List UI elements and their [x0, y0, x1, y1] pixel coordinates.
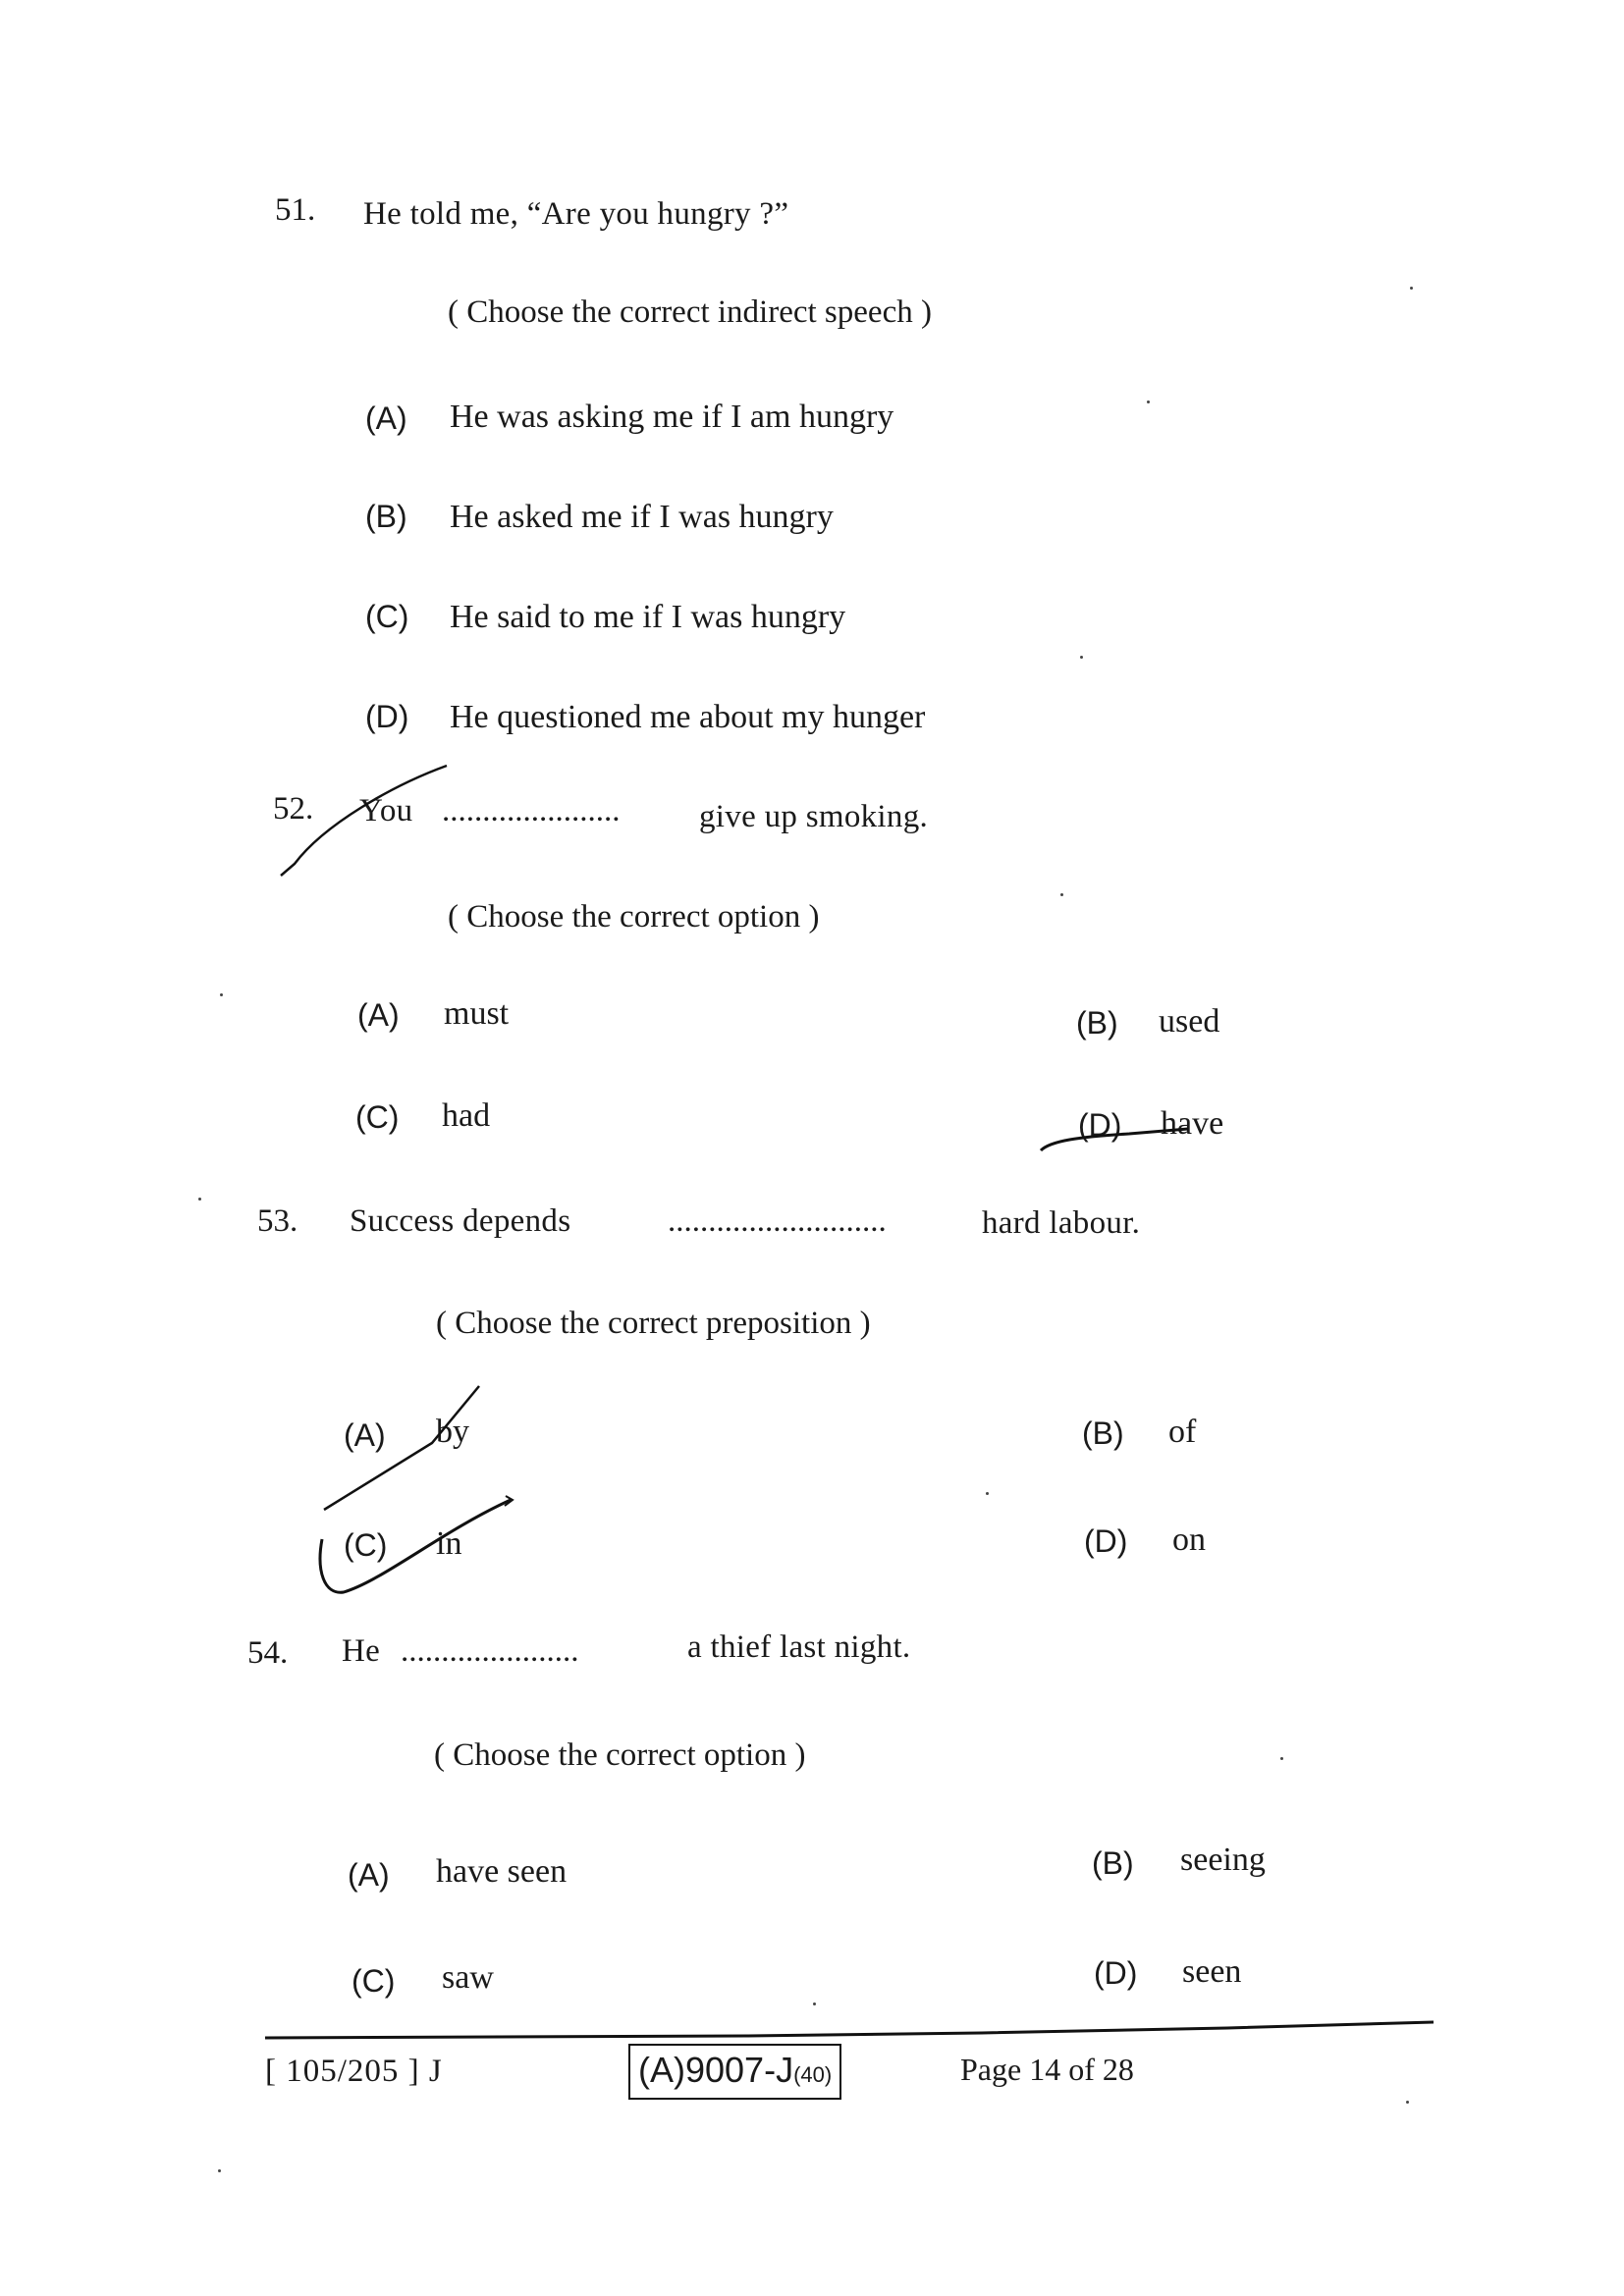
option-b-label: (B)	[1082, 1415, 1124, 1451]
scan-speck	[218, 2169, 221, 2172]
option-a-label: (A)	[365, 400, 407, 436]
scan-speck	[1280, 1757, 1283, 1760]
option-a-text: He was asking me if I am hungry	[450, 399, 894, 435]
answer-blank: ......................	[401, 1633, 579, 1669]
option-c-text: had	[442, 1097, 491, 1134]
course-code: [ 105/205 ] J	[265, 2054, 443, 2089]
question-text: He told me, “Are you hungry ?”	[363, 196, 789, 232]
option-c-text: saw	[442, 1959, 494, 1996]
page-number: Page 14 of 28	[960, 2052, 1134, 2087]
option-b-label: (B)	[1092, 1845, 1134, 1881]
answer-blank: ......................	[442, 793, 621, 828]
question-instruction: ( Choose the correct indirect speech )	[448, 294, 932, 330]
option-d-label: (D)	[365, 699, 409, 734]
option-c-label: (C)	[365, 599, 409, 634]
option-c-label: (C)	[344, 1527, 388, 1563]
scan-speck	[813, 2002, 816, 2005]
question-number: 52.	[273, 791, 314, 827]
scan-speck	[1147, 400, 1150, 403]
question-instruction: ( Choose the correct option )	[448, 899, 820, 934]
option-d-text: on	[1172, 1522, 1206, 1558]
scan-speck	[220, 993, 223, 996]
scan-speck	[1406, 2101, 1409, 2104]
question-instruction: ( Choose the correct option )	[434, 1737, 806, 1773]
option-b-label: (B)	[1076, 1005, 1118, 1041]
option-c-label: (C)	[352, 1963, 396, 1999]
question-number: 53.	[257, 1203, 298, 1239]
paper-code-suffix: (40)	[793, 2062, 833, 2087]
option-d-text: have	[1161, 1105, 1224, 1142]
option-b-text: used	[1159, 1003, 1220, 1040]
option-a-text: must	[444, 995, 510, 1032]
option-b-text: He asked me if I was hungry	[450, 499, 834, 535]
question-text-after: hard labour.	[982, 1205, 1141, 1241]
option-d-label: (D)	[1084, 1523, 1128, 1559]
option-c-text: in	[436, 1525, 462, 1562]
question-text-after: a thief last night.	[687, 1629, 911, 1665]
question-text-before: You	[359, 793, 413, 828]
question-instruction: ( Choose the correct preposition )	[436, 1306, 871, 1341]
question-number: 54.	[247, 1635, 289, 1671]
option-b-text: of	[1168, 1414, 1197, 1450]
question-text-before: Success depends	[350, 1203, 571, 1239]
scan-speck	[198, 1198, 201, 1201]
answer-blank: ...........................	[668, 1203, 887, 1239]
scan-speck	[1080, 656, 1083, 659]
question-number: 51.	[275, 192, 316, 228]
paper-code: (A)9007-J	[638, 2050, 794, 2090]
option-b-label: (B)	[365, 499, 407, 534]
option-a-label: (A)	[357, 997, 400, 1033]
option-d-text: He questioned me about my hunger	[450, 699, 926, 735]
question-text-after: give up smoking.	[699, 799, 929, 834]
option-a-label: (A)	[344, 1417, 386, 1453]
option-c-label: (C)	[355, 1099, 400, 1135]
scan-speck	[1410, 287, 1413, 290]
option-a-text: by	[436, 1414, 469, 1450]
option-a-text: have seen	[436, 1853, 568, 1890]
option-c-text: He said to me if I was hungry	[450, 599, 846, 635]
option-d-label: (D)	[1094, 1955, 1138, 1991]
option-a-label: (A)	[348, 1857, 390, 1893]
option-d-text: seen	[1182, 1953, 1242, 1990]
question-text-before: He	[342, 1633, 381, 1669]
scan-speck	[1060, 893, 1063, 896]
option-b-text: seeing	[1180, 1842, 1266, 1878]
scan-speck	[986, 1492, 989, 1495]
option-d-label: (D)	[1078, 1107, 1122, 1143]
paper-code-box	[628, 2044, 841, 2100]
